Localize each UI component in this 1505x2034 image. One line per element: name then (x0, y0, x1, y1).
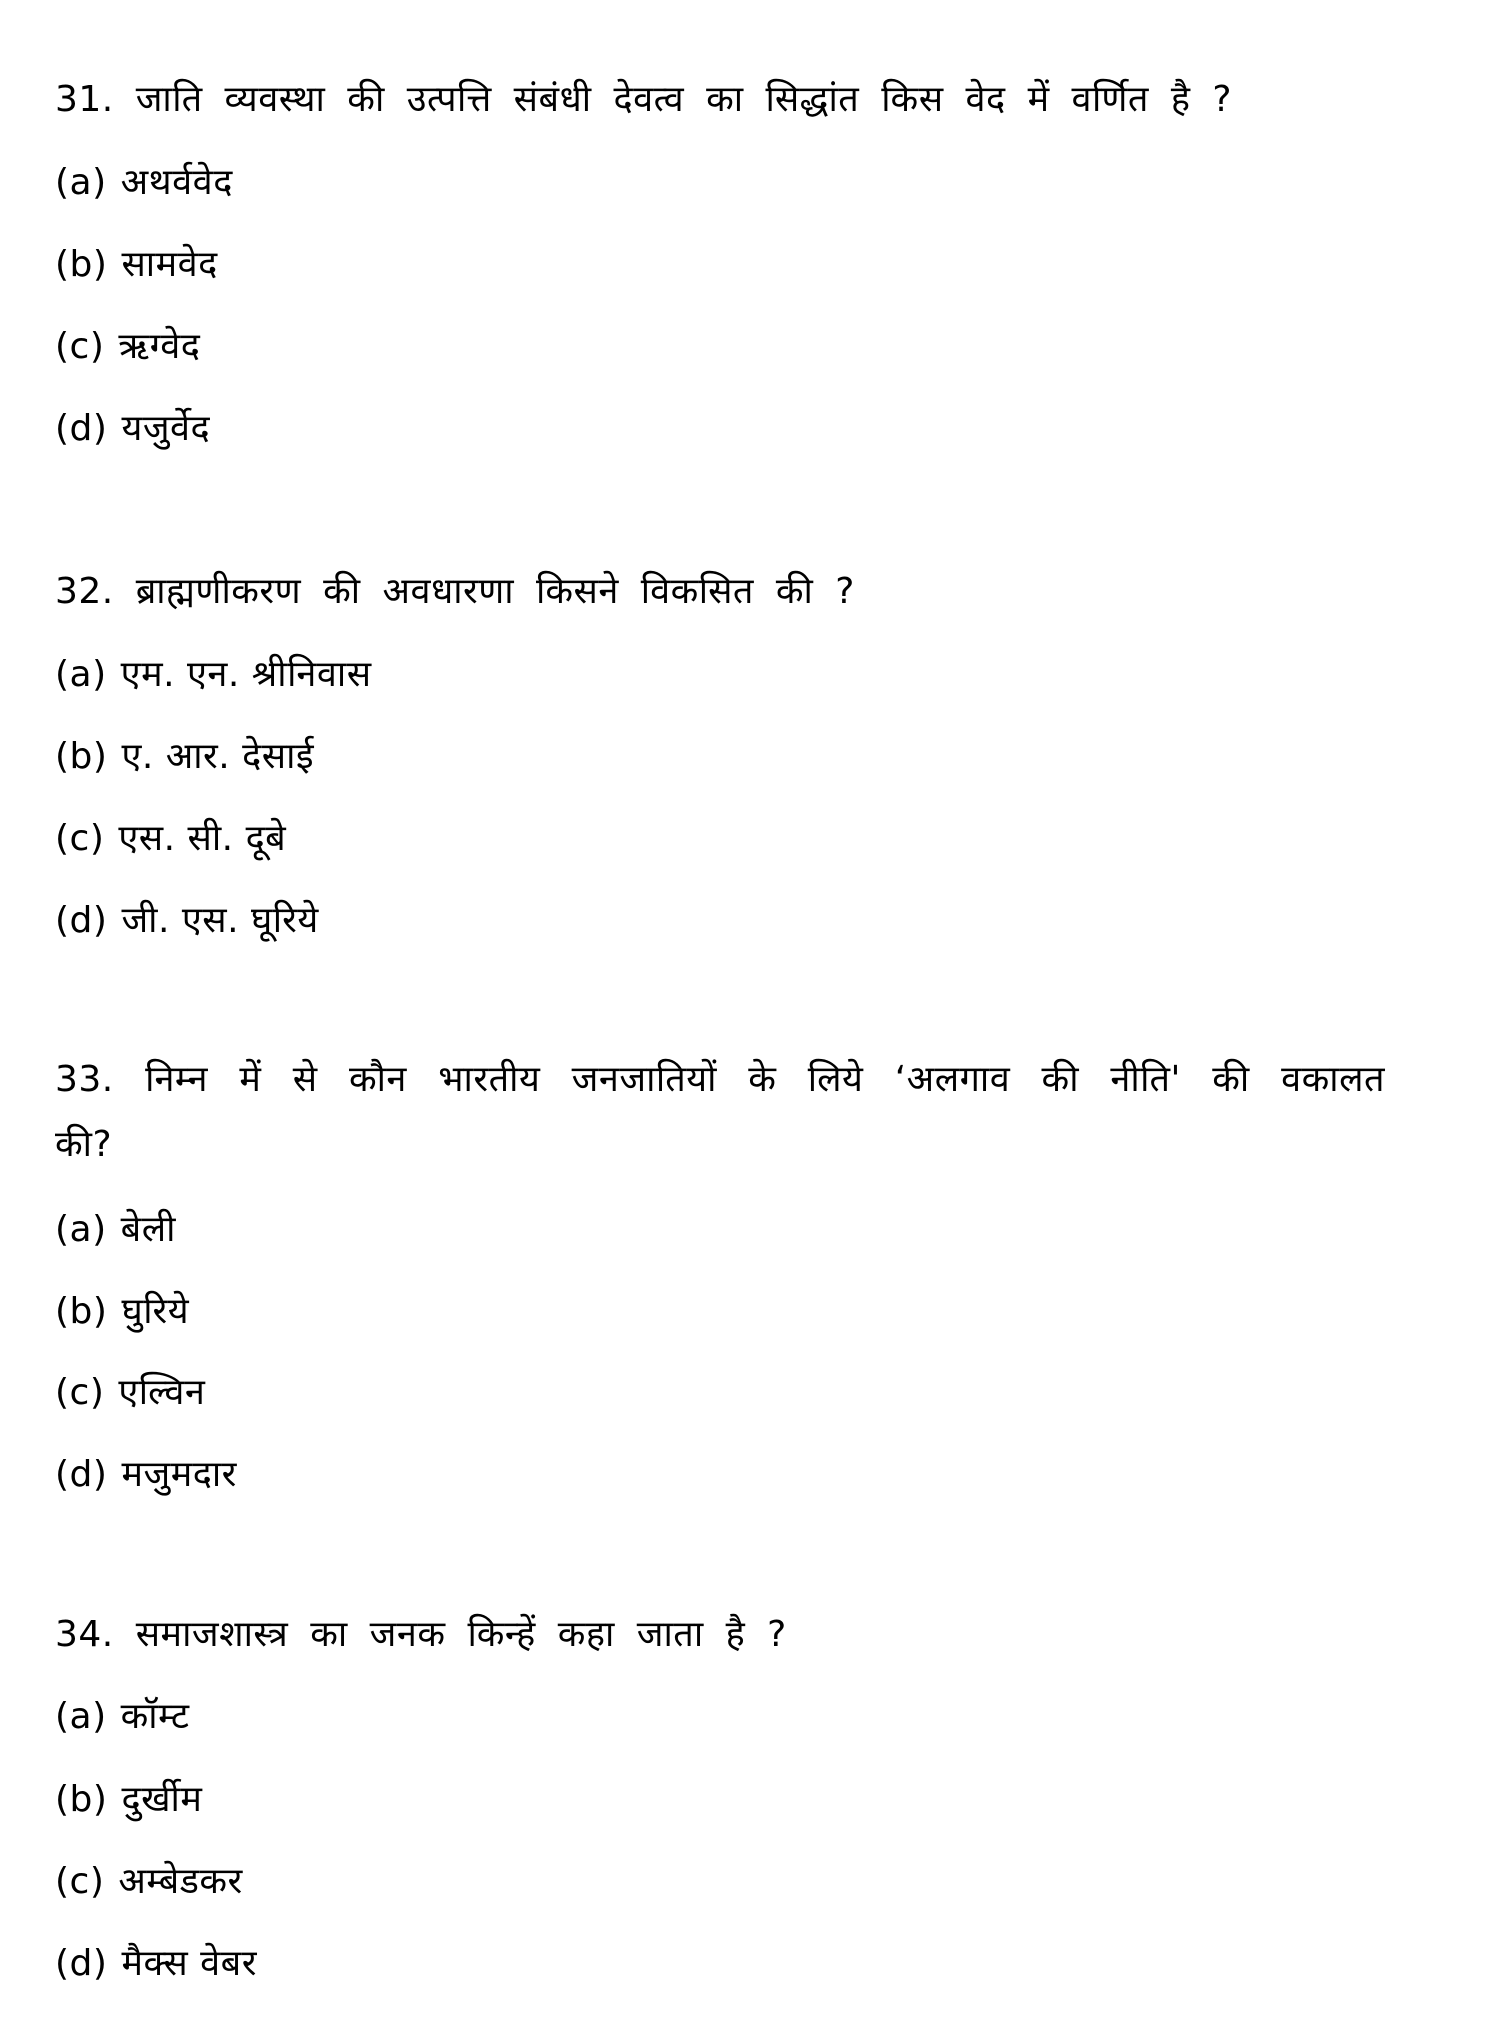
option-34-b (55, 1776, 202, 1824)
option-text: दुर्खीम (121, 1779, 203, 1820)
option-text: यजुर्वेद (121, 408, 211, 449)
option-32-b (55, 733, 314, 781)
option-34-c (55, 1858, 243, 1906)
option-32-c (55, 815, 286, 863)
option-label: (c) (55, 818, 105, 859)
question-text-cont: की? (55, 1124, 113, 1165)
option-32-a (55, 651, 372, 699)
option-label: (b) (55, 244, 108, 285)
option-text: जी. एस. घूरिये (121, 900, 319, 941)
option-text: एस. सी. दूबे (118, 818, 287, 859)
option-33-b (55, 1288, 189, 1336)
question-31 (55, 76, 1232, 124)
question-number: 34. (55, 1614, 114, 1655)
option-31-a (55, 159, 233, 207)
option-text: बेली (120, 1209, 176, 1250)
option-label: (a) (55, 654, 107, 695)
option-text: कॉम्ट (120, 1696, 190, 1737)
option-label: (b) (55, 1779, 108, 1820)
option-label: (a) (55, 162, 107, 203)
option-text: अथर्ववेद (120, 162, 233, 203)
question-text: जाति व्यवस्था की उत्पत्ति संबंधी देवत्व का सिद्धांत किस वेद में वर्णित है ? (135, 79, 1233, 120)
option-32-d (55, 897, 319, 945)
option-label: (d) (55, 1943, 108, 1984)
option-text: घुरिये (121, 1291, 190, 1332)
option-33-d (55, 1451, 237, 1499)
question-text: निम्न में से कौन भारतीय जनजातियों के लिये ‘अलगाव की नीति' की वकालत (145, 1059, 1385, 1100)
question-number: 32. (55, 571, 114, 612)
option-label: (c) (55, 1372, 105, 1413)
question-text: समाजशास्त्र का जनक किन्हें कहा जाता है ? (135, 1614, 787, 1655)
option-text: एल्विन (118, 1372, 206, 1413)
question-number: 33. (55, 1059, 114, 1100)
option-text: ए. आर. देसाई (121, 736, 315, 777)
option-text: अम्बेडकर (118, 1861, 243, 1902)
question-32 (55, 568, 855, 616)
option-label: (a) (55, 1209, 107, 1250)
option-text: सामवेद (121, 244, 218, 285)
option-34-d (55, 1940, 257, 1988)
option-34-a (55, 1693, 190, 1741)
option-label: (d) (55, 1454, 108, 1495)
option-label: (b) (55, 1291, 108, 1332)
option-label: (c) (55, 1861, 105, 1902)
question-33 (55, 1056, 1385, 1104)
option-33-a (55, 1206, 176, 1254)
option-31-c (55, 323, 200, 371)
option-label: (d) (55, 408, 108, 449)
option-label: (c) (55, 326, 105, 367)
option-label: (b) (55, 736, 108, 777)
question-text: ब्राह्मणीकरण की अवधारणा किसने विकसित की ? (135, 571, 855, 612)
option-label: (a) (55, 1696, 107, 1737)
option-label: (d) (55, 900, 108, 941)
option-text: मैक्स वेबर (121, 1943, 257, 1984)
question-34 (55, 1611, 787, 1659)
option-33-c (55, 1369, 205, 1417)
option-31-b (55, 241, 218, 289)
question-number: 31. (55, 79, 114, 120)
option-text: ऋग्वेद (118, 326, 201, 367)
option-text: एम. एन. श्रीनिवास (120, 654, 372, 695)
option-31-d (55, 405, 210, 453)
question-33-continuation (55, 1121, 112, 1169)
option-text: मजुमदार (121, 1454, 237, 1495)
